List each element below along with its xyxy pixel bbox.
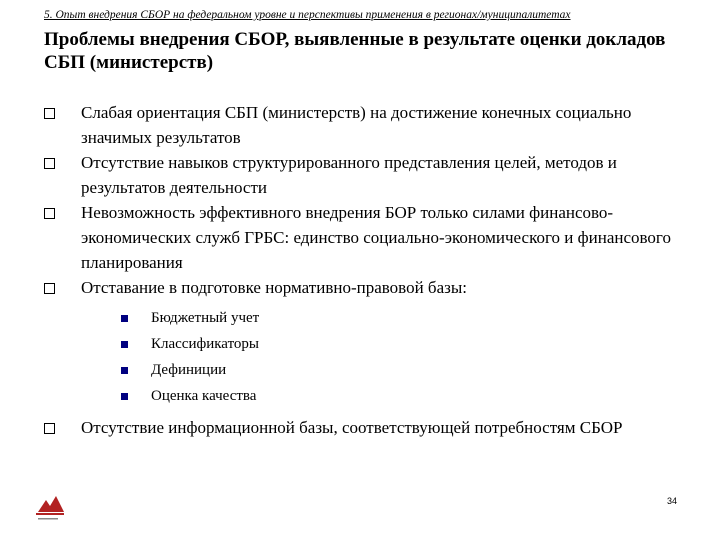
list-item bbox=[44, 275, 684, 409]
sub-list-item bbox=[121, 383, 684, 409]
square-bullet-icon bbox=[121, 367, 128, 374]
bullet-list bbox=[44, 100, 684, 440]
section-header: 5. Опыт внедрения СБОР на федеральном уровне и перспективы применения в регионах/муниципалитетах bbox=[44, 9, 571, 21]
checkbox-bullet-icon bbox=[44, 108, 55, 119]
sub-list-item bbox=[121, 331, 684, 357]
square-bullet-icon bbox=[121, 341, 128, 348]
list-item-text: Отставание в подготовке нормативно-правовой базы: bbox=[81, 278, 467, 297]
logo-icon bbox=[32, 490, 72, 524]
sub-list bbox=[81, 305, 684, 409]
sub-list-item bbox=[121, 305, 684, 331]
list-item bbox=[44, 415, 684, 440]
checkbox-bullet-icon bbox=[44, 283, 55, 294]
list-item-text: Отсутствие информационной базы, соответствующей потребностям СБОР bbox=[81, 418, 623, 437]
list-item-text: Отсутствие навыков структурированного представления целей, методов и результатов деятельности bbox=[81, 153, 617, 197]
sub-list-item-text: Дефиниции bbox=[151, 362, 227, 378]
sub-list-item-text: Бюджетный учет bbox=[151, 310, 260, 326]
page-number: 34 bbox=[666, 496, 677, 506]
sub-list-item-text: Классификаторы bbox=[151, 336, 260, 352]
checkbox-bullet-icon bbox=[44, 208, 55, 219]
sub-list-item-text: Оценка качества bbox=[151, 388, 257, 404]
slide-title: Проблемы внедрения СБОР, выявленные в результате оценки докладов СБП (министерств) bbox=[44, 29, 666, 73]
list-item bbox=[44, 100, 684, 150]
list-item-text: Невозможность эффективного внедрения БОР только силами финансово-экономических служб ГРБС: единство социально-экономического и финансового планирования bbox=[81, 203, 671, 272]
sub-list-item bbox=[121, 357, 684, 383]
checkbox-bullet-icon bbox=[44, 158, 55, 169]
square-bullet-icon bbox=[121, 315, 128, 322]
list-item bbox=[44, 200, 684, 275]
list-item bbox=[44, 150, 684, 200]
checkbox-bullet-icon bbox=[44, 423, 55, 434]
square-bullet-icon bbox=[121, 393, 128, 400]
list-item-text: Слабая ориентация СБП (министерств) на достижение конечных социально значимых результатов bbox=[81, 103, 632, 147]
